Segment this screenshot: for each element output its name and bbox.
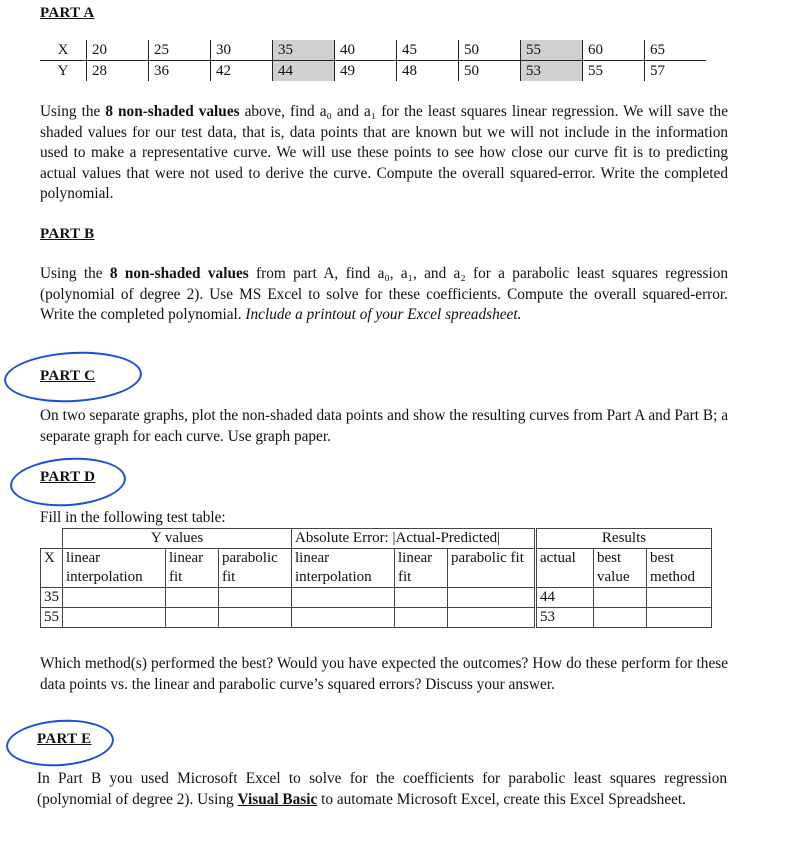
x-cell: 25 [149,40,211,61]
input-cell[interactable] [647,588,712,608]
y-cell: 28 [87,61,149,82]
col-x: X [41,549,63,588]
input-cell[interactable] [63,608,166,628]
x-cell-shaded: 55 [521,40,583,61]
col-parabolic-fit: parabolic fit [219,549,292,588]
x-cell: 30 [211,40,273,61]
x-cell: 60 [583,40,645,61]
part-e-text-2: to automate Microsoft Excel, create this Excel Spreadsheet. [317,790,686,808]
y-values-header: Y values [63,529,292,549]
part-d-heading: PART D [40,469,96,485]
part-a-text [40,102,728,205]
input-cell[interactable] [166,588,219,608]
y-cell: 50 [459,61,521,82]
x-cell: 40 [335,40,397,61]
y-cell: 48 [397,61,459,82]
input-cell[interactable] [647,608,712,628]
part-c-heading: PART C [40,368,96,384]
col-abs-linear-interpolation: linear interpolation [292,549,395,588]
y-label: Y [57,62,69,79]
y-cell-shaded: 53 [521,61,583,82]
row-actual: 44 [536,588,594,608]
col-best-method: best method [647,549,712,588]
part-c-text: On two separate graphs, plot the non-shaded data points and show the resulting curves from Part A and Part B; a separate graph for each curve. Use graph paper. [40,407,728,445]
part-e-heading: PART E [37,731,92,747]
col-actual: actual [536,549,594,588]
x-cell-shaded: 35 [273,40,335,61]
part-b-heading: PART B [40,226,95,242]
part-b-text-1: Using the [40,265,110,282]
test-table-row [41,608,712,628]
input-cell[interactable] [219,608,292,628]
input-cell[interactable] [166,608,219,628]
y-cell: 57 [645,61,707,82]
col-abs-parabolic-fit: parabolic fit [448,549,536,588]
x-cell: 50 [459,40,521,61]
xy-data-table [40,40,706,81]
input-cell[interactable] [63,588,166,608]
part-b-text-bold: 8 non-shaded values [109,265,249,282]
y-cell: 36 [149,61,211,82]
input-cell[interactable] [594,608,647,628]
x-label: X [40,40,87,61]
y-cell: 42 [211,61,273,82]
test-table-row [41,588,712,608]
y-cell-shaded: 44 [273,61,335,82]
input-cell[interactable] [395,588,448,608]
test-table-column-row [41,549,712,588]
y-row [40,61,706,82]
part-a-text-2: above, find a₀ and a₁ for the least squares linear regression. We will save the shaded values for our test data, that is, data points that are known but we will not include in the information used to make a representative curve. We will use these points to see how close our curve fit is to predicting actual values that were not used to derive the curve. Compute the overall squared-error. Write the completed polynomial. [40,103,728,202]
col-linear-fit: linear fit [166,549,219,588]
col-best-value: best value [594,549,647,588]
x-cell: 45 [397,40,459,61]
part-d-question: Which method(s) performed the best? Would you have expected the outcomes? How do these perform for these data points vs. the linear and parabolic curve’s squared errors? Discuss your answer. [40,655,728,693]
col-abs-linear-fit: linear fit [395,549,448,588]
test-table-group-row [41,529,712,549]
input-cell[interactable] [448,588,536,608]
part-a-text-bold: 8 non-shaded values [105,103,240,120]
col-linear-interpolation: linear interpolation [63,549,166,588]
row-x: 35 [41,588,63,608]
y-cell: 55 [583,61,645,82]
test-table [40,528,712,628]
row-actual: 53 [536,608,594,628]
input-cell[interactable] [448,608,536,628]
y-cell: 49 [335,61,397,82]
part-d-intro: Fill in the following test table: [40,509,226,526]
visual-basic-text: Visual Basic [237,790,318,808]
x-cell: 65 [645,40,707,61]
row-x: 55 [41,608,63,628]
part-b-text [40,264,728,326]
input-cell[interactable] [292,588,395,608]
input-cell[interactable] [395,608,448,628]
absolute-error-header: Absolute Error: |Actual-Predicted| [292,529,536,549]
part-e-text [37,769,727,810]
part-e-text-1: In Part B you used Microsoft Excel to solve for the coefficients for parabolic least squares regression (polynomial of degree 2). Using [37,770,727,808]
part-a-heading: PART A [40,5,95,21]
input-cell[interactable] [219,588,292,608]
input-cell[interactable] [594,588,647,608]
x-cell: 20 [87,40,149,61]
x-row [40,40,706,61]
input-cell[interactable] [292,608,395,628]
part-b-text-2: from part A, find a₀, a₁, and a₂ for a parabolic least squares regression (polynomial of degree 2). Use MS Excel to solve for these coefficients. Compute the overall squared-error. Write the completed polynomial. [40,265,728,323]
part-a-text-1: Using the [40,103,106,120]
part-b-text-italic: Include a printout of your Excel spreadsheet. [245,306,522,323]
results-header: Results [536,529,712,549]
